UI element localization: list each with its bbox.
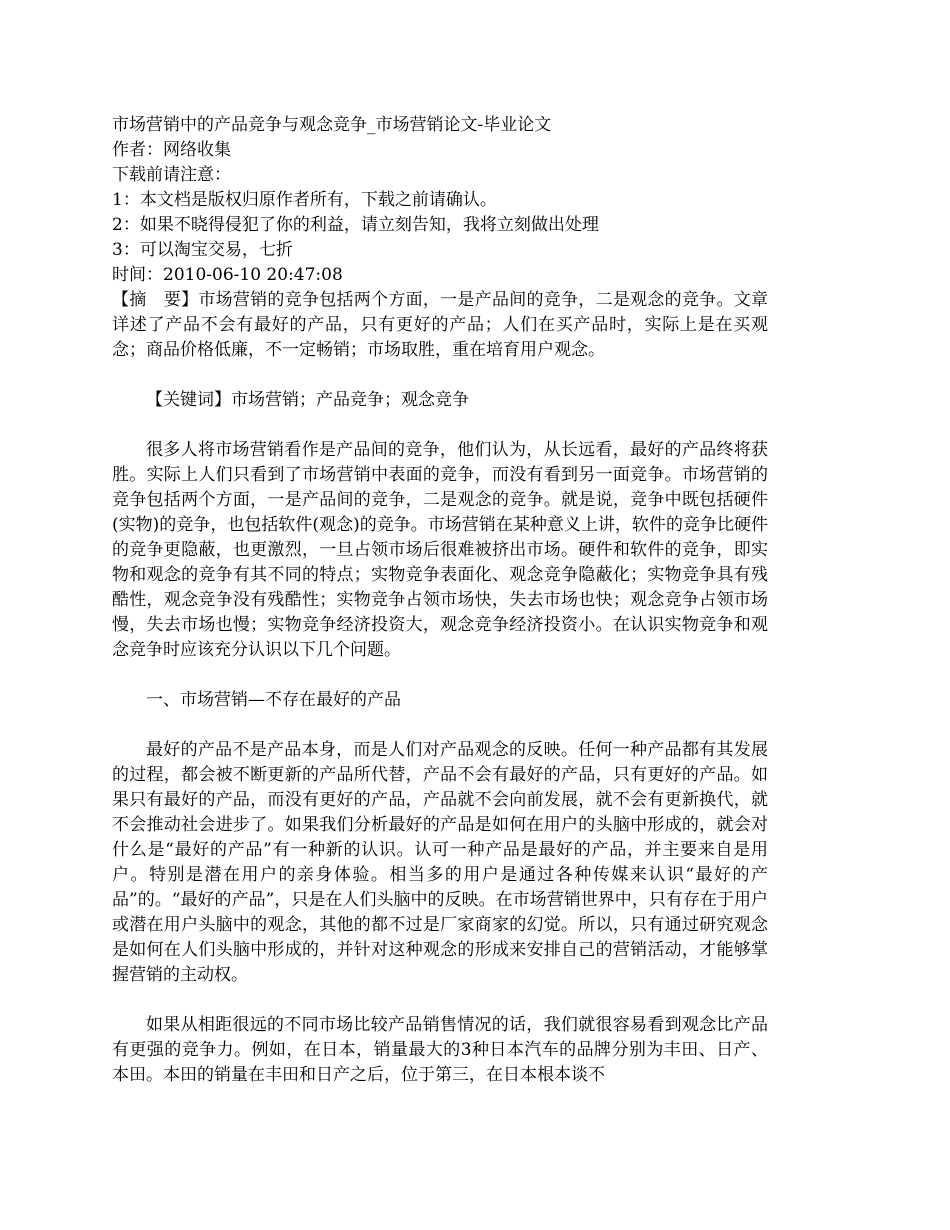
download-notice: 下载前请注意： <box>112 165 231 185</box>
notice-item: 3：可以淘宝交易，七折 <box>112 240 293 260</box>
body-paragraph: 很多人将市场营销看作是产品间的竞争，他们认为，从长远看，最好的产品终将获胜。实际上人们只看到了市场营销中表面的竞争，而没有看到另一面竞争。市场营销的竞争包括两个方面，一是产品间的竞争，二是观念的竞争。就是说，竞争中既包括硬件(实物)的竞争，也包括软件(观念)的竞争。市场营销在某种意义上讲，软件的竞争比硬件的竞争更隐蔽，也更激烈，一旦占领市场后很难被挤出市场。硬件和软件的竞争，即实物和观念的竞争有其不同的特点；实物竞争表面化、观念竞争隐蔽化；实物竞争具有残酷性，观念竞争没有残酷性；实物竞争占领市场快，失去市场也快；观念竞争占领市场慢，失去市场也慢；实物竞争经济投资大，观念竞争经济投资小。在认识实物竞争和观念竞争时应该充分认识以下几个问题。 <box>112 440 768 660</box>
document-title: 市场营销中的产品竞争与观念竞争_市场营销论文-毕业论文 <box>112 115 552 135</box>
spacer <box>112 663 768 688</box>
spacer <box>112 713 768 738</box>
body-paragraph: 如果从相距很远的不同市场比较产品销售情况的话，我们就很容易看到观念比产品有更强的竞争力。例如，在日本，销量最大的3种日本汽车的品牌分别为丰田、日产、本田。本田的销量在丰田和日产之后，位于第三，在日本根本谈不 <box>112 1015 768 1085</box>
timestamp: 时间：2010-06-10 20:47:08 <box>112 265 343 285</box>
body-paragraph: 最好的产品不是产品本身，而是人们对产品观念的反映。任何一种产品都有其发展的过程，都会被不断更新的产品所代替，产品不会有最好的产品，只有更好的产品。如果只有最好的产品，而没有更好的产品，产品就不会向前发展，就不会有更新换代，就不会推动社会进步了。如果我们分析最好的产品是如何在用户的头脑中形成的，就会对什么是“最好的产品”有一种新的认识。认可一种产品是最好的产品，并主要来自是用户。特别是潜在用户的亲身体验。相当多的用户是通过各种传媒来认识“最好的产品”的。“最好的产品”，只是在人们头脑中的反映。在市场营销世界中，只有存在于用户或潜在用户头脑中的观念，其他的都不过是厂家商家的幻觉。所以，只有通过研究观念是如何在人们头脑中形成的，并针对这种观念的形成来安排自己的营销活动，才能够掌握营销的主动权。 <box>112 740 768 985</box>
keywords-paragraph: 【关键词】市场营销；产品竞争；观念竞争 <box>146 390 469 410</box>
spacer <box>112 363 768 388</box>
document-page <box>112 113 768 1088</box>
author-line: 作者：网络收集 <box>112 140 231 160</box>
section-heading: 一、市场营销—不存在最好的产品 <box>146 690 401 710</box>
spacer <box>112 413 768 438</box>
spacer <box>112 988 768 1013</box>
notice-item: 2：如果不晓得侵犯了你的利益，请立刻告知，我将立刻做出处理 <box>112 215 599 235</box>
abstract-paragraph: 【摘 要】市场营销的竞争包括两个方面，一是产品间的竞争，二是观念的竞争。文章详述了产品不会有最好的产品，只有更好的产品；人们在买产品时，实际上是在买观念；商品价格低廉，不一定畅销；市场取胜，重在培育用户观念。 <box>112 290 768 360</box>
notice-item: 1：本文档是版权归原作者所有，下载之前请确认。 <box>112 190 497 210</box>
